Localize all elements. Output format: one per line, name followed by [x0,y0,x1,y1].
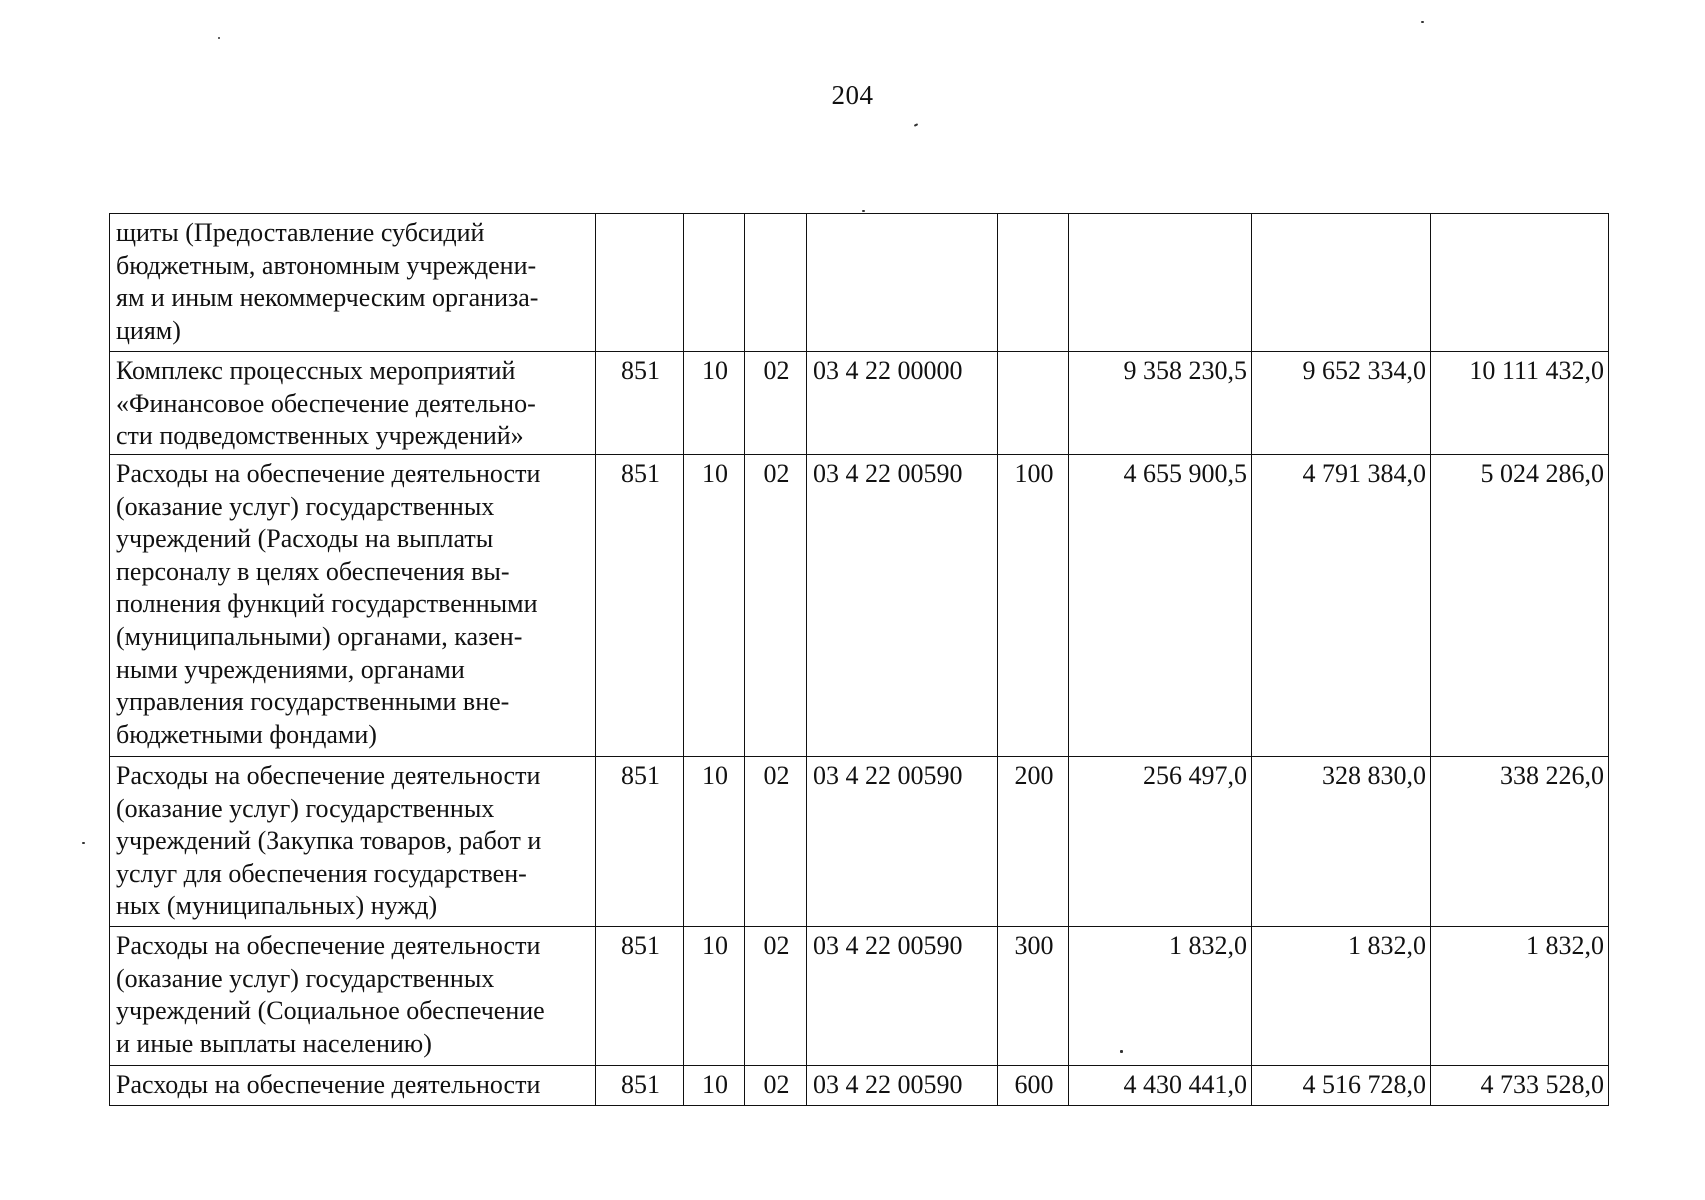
expense-type-cell [998,352,1069,455]
grbs-cell: 851 [596,927,684,1066]
expense-type-cell: 100 [998,455,1069,757]
sum-year2-cell: 328 830,0 [1252,757,1431,927]
sum-year2-cell: 4 791 384,0 [1252,455,1431,757]
sum-year3-cell: 5 024 286,0 [1431,455,1609,757]
table-row [110,352,1609,455]
expense-type-cell: 300 [998,927,1069,1066]
subsection-cell [745,214,807,352]
sum-year2-cell: 4 516 728,0 [1252,1066,1431,1106]
section-cell: 10 [684,455,745,757]
target-article-cell: 03 4 22 00590 [807,1066,998,1106]
sum-year1-cell: 1 832,0 [1069,927,1252,1066]
page-number: 204 [831,80,874,110]
grbs-cell: 851 [596,455,684,757]
expense-type-cell: 200 [998,757,1069,927]
sum-year2-cell [1252,214,1431,352]
target-article-cell: 03 4 22 00000 [807,352,998,455]
subsection-cell: 02 [745,1066,807,1106]
sum-year1-cell: 4 430 441,0 [1069,1066,1252,1106]
sum-year2-cell: 9 652 334,0 [1252,352,1431,455]
scan-speck [862,210,865,212]
section-cell: 10 [684,927,745,1066]
row-name-cell: Расходы на обеспечение деятельности [110,1066,596,1106]
table-row [110,757,1609,927]
table-row [110,1066,1609,1106]
target-article-cell: 03 4 22 00590 [807,927,998,1066]
scan-speck [1421,21,1424,23]
section-cell [684,214,745,352]
row-name-cell: Расходы на обеспечение деятельности (оказание услуг) государственных учреждений (Закупка товаров, работ и услуг для обеспечения государствен- ных (муниципальных) нужд) [110,757,596,927]
target-article-cell [807,214,998,352]
table-row [110,214,1609,352]
subsection-cell: 02 [745,927,807,1066]
sum-year3-cell [1431,214,1609,352]
grbs-cell [596,214,684,352]
sum-year3-cell: 4 733 528,0 [1431,1066,1609,1106]
table-body [110,214,1609,1106]
section-cell: 10 [684,1066,745,1106]
sum-year1-cell: 256 497,0 [1069,757,1252,927]
budget-table [109,213,1609,1106]
table-row [110,927,1609,1066]
section-cell: 10 [684,757,745,927]
subsection-cell: 02 [745,455,807,757]
sum-year3-cell: 10 111 432,0 [1431,352,1609,455]
expense-type-cell: 600 [998,1066,1069,1106]
row-name-cell: щиты (Предоставление субсидий бюджетным, автономным учреждени- ям и иным некоммерческим организа- циям) [110,214,596,352]
sum-year1-cell [1069,214,1252,352]
grbs-cell: 851 [596,757,684,927]
sum-year1-cell: 9 358 230,5 [1069,352,1252,455]
section-cell: 10 [684,352,745,455]
target-article-cell: 03 4 22 00590 [807,455,998,757]
target-article-cell: 03 4 22 00590 [807,757,998,927]
sum-year1-cell: 4 655 900,5 [1069,455,1252,757]
scan-speck [914,123,918,127]
expense-type-cell [998,214,1069,352]
subsection-cell: 02 [745,757,807,927]
sum-year3-cell: 1 832,0 [1431,927,1609,1066]
scan-speck [82,842,85,844]
sum-year3-cell: 338 226,0 [1431,757,1609,927]
sum-year2-cell: 1 832,0 [1252,927,1431,1066]
row-name-cell: Расходы на обеспечение деятельности (оказание услуг) государственных учреждений (Социальное обеспечение и иные выплаты населению) [110,927,596,1066]
row-name-cell: Комплекс процессных мероприятий «Финансовое обеспечение деятельно- сти подведомственных учреждений» [110,352,596,455]
scan-speck [218,37,220,39]
row-name-cell: Расходы на обеспечение деятельности (оказание услуг) государственных учреждений (Расходы на выплаты персоналу в целях обеспечения вы- полнения функций государственными (муниципальными) органами, казен- ными учреждениями, органами управления государственными вне- бюджетными фондами) [110,455,596,757]
subsection-cell: 02 [745,352,807,455]
grbs-cell: 851 [596,352,684,455]
table-row [110,455,1609,757]
grbs-cell: 851 [596,1066,684,1106]
